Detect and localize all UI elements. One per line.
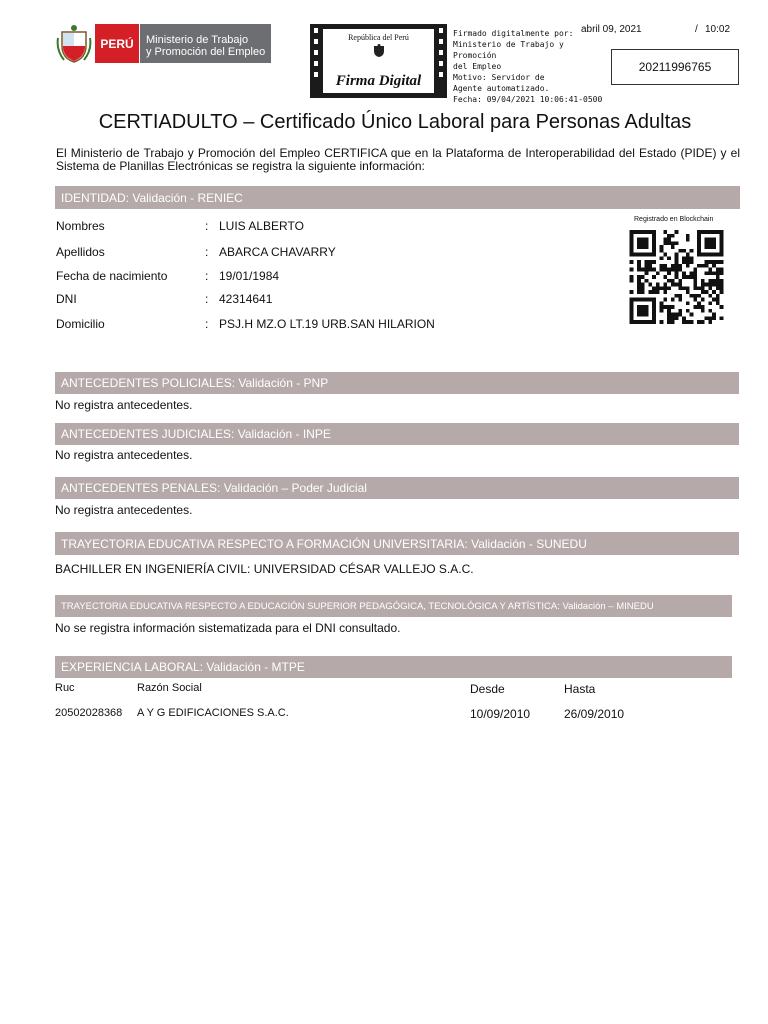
section-header-label: ANTECEDENTES PENALES: Validación – Poder Judicial (61, 481, 367, 495)
column-header-hasta: Hasta (564, 682, 596, 696)
section-header-label: EXPERIENCIA LABORAL: Validación - MTPE (61, 660, 305, 674)
blockchain-caption: Registrado en Blockchain (634, 216, 714, 223)
page-title: CERTIADULTO – Certificado Único Laboral para Personas Adultas (98, 111, 692, 133)
intro-paragraph: El Ministerio de Trabajo y Promoción del Empleo CERTIFICA que en la Plataforma de Interoperabilidad del Estado (PIDE) y el Sistema de Planillas Electrónicas se registra la siguiente información: (56, 146, 740, 173)
field-label-fecha-nacimiento: Fecha de nacimiento (56, 269, 168, 283)
ministry-logo-line1: Ministerio de Trabajo (146, 34, 249, 46)
firma-digital-label: Firma Digital (335, 73, 422, 89)
signature-line: Fecha: 09/04/2021 10:06:41-0500 (453, 95, 603, 104)
film-perforation-left (314, 26, 319, 86)
shield-emblem-icon (371, 44, 387, 58)
section-text-judiciales: No registra antecedentes. (55, 448, 193, 462)
section-text-penales: No registra antecedentes. (55, 503, 193, 517)
column-header-ruc: Ruc (55, 682, 75, 694)
field-value-apellidos: ABARCA CHAVARRY (219, 245, 336, 259)
firma-digital-panel (323, 29, 434, 93)
field-label-nombres: Nombres (56, 219, 105, 233)
section-text-policiales: No registra antecedentes. (55, 398, 193, 412)
section-header-label: ANTECEDENTES POLICIALES: Validación - PNP (61, 376, 329, 390)
signature-line: del Empleo (453, 62, 502, 71)
field-colon: : (205, 317, 209, 331)
field-colon: : (205, 245, 209, 259)
row-hasta: 26/09/2010 (564, 707, 625, 721)
field-colon: : (205, 269, 209, 283)
issue-date: abril 09, 2021 (581, 24, 642, 35)
column-header-razon-social: Razón Social (137, 682, 202, 694)
section-text-minedu: No se registra información sistematizada para el DNI consultado. (55, 621, 401, 635)
date-separator: / (695, 24, 698, 35)
digital-signature-info (453, 28, 603, 105)
section-header-minedu (55, 595, 732, 617)
section-header-label: TRAYECTORIA EDUCATIVA RESPECTO A FORMACIÓN UNIVERSITARIA: Validación - SUNEDU (61, 536, 587, 551)
field-label-dni: DNI (56, 292, 77, 306)
peru-coat-of-arms-icon (56, 24, 92, 64)
section-header-label: ANTECEDENTES JUDICIALES: Validación - INPE (61, 427, 331, 441)
section-header-penales (55, 477, 739, 499)
signature-line: Ministerio de Trabajo y Promoción (453, 40, 564, 60)
field-colon: : (205, 292, 209, 306)
section-header-label: IDENTIDAD: Validación - RENIEC (61, 190, 243, 205)
qr-code-icon (627, 230, 726, 324)
film-perforation-right (438, 26, 443, 86)
issue-time: 10:02 (705, 24, 731, 35)
section-text-sunedu: BACHILLER EN INGENIERÍA CIVIL: UNIVERSIDAD CÉSAR VALLEJO S.A.C. (55, 562, 474, 576)
field-value-fecha-nacimiento: 19/01/1984 (219, 269, 280, 283)
section-header-label: TRAYECTORIA EDUCATIVA RESPECTO A EDUCACIÓN SUPERIOR PEDAGÓGICA, TECNOLÓGICA Y ARTÍSTICA: Validación – MINEDU (61, 600, 654, 612)
firma-top-text: República del Perú (348, 33, 409, 42)
signature-line: Agente automatizado. (453, 84, 550, 93)
section-header-sunedu (55, 532, 739, 555)
field-label-apellidos: Apellidos (56, 245, 105, 259)
row-ruc: 20502028368 (55, 707, 123, 719)
section-header-judiciales (55, 423, 739, 445)
field-label-domicilio: Domicilio (56, 317, 105, 331)
section-header-experiencia (55, 656, 732, 678)
certificate-code: 20211996765 (611, 49, 739, 85)
field-value-dni: 42314641 (219, 292, 273, 306)
signature-line: Motivo: Servidor de (453, 73, 545, 82)
row-razon-social: A Y G EDIFICACIONES S.A.C. (137, 707, 289, 719)
field-value-domicilio: PSJ.H MZ.O LT.19 URB.SAN HILARION (219, 317, 435, 331)
peru-logo: PERÚ (95, 24, 139, 63)
row-desde: 10/09/2010 (470, 707, 531, 721)
firma-digital-stamp (310, 24, 447, 98)
ministry-logo (140, 24, 271, 63)
ministry-logo-line2: y Promoción del Empleo (146, 46, 266, 58)
section-header-identidad (55, 186, 740, 209)
signature-line: Firmado digitalmente por: (453, 29, 574, 38)
field-value-nombres: LUIS ALBERTO (219, 219, 304, 233)
column-header-desde: Desde (470, 682, 505, 696)
field-colon: : (205, 219, 209, 233)
section-header-policiales (55, 372, 739, 394)
